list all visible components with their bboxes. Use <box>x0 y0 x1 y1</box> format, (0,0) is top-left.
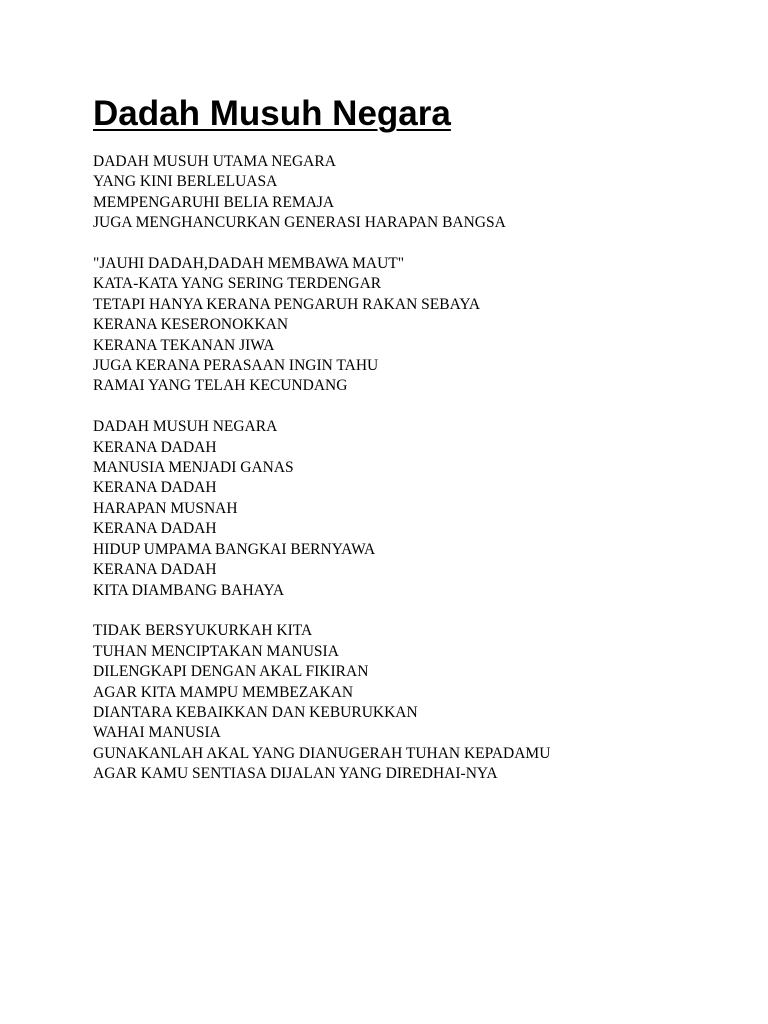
document-title: Dadah Musuh Negara <box>93 94 451 133</box>
poem-line: WAHAI MANUSIA <box>93 724 221 742</box>
poem-line: HIDUP UMPAMA BANGKAI BERNYAWA <box>93 540 376 558</box>
poem-body <box>93 152 733 805</box>
poem-line: TETAPI HANYA KERANA PENGARUH RAKAN SEBAYA <box>93 295 481 313</box>
poem-line: KERANA DADAH <box>93 438 217 456</box>
poem-line: KERANA DADAH <box>93 561 217 579</box>
poem-line: KERANA DADAH <box>93 520 217 538</box>
poem-line: AGAR KAMU SENTIASA DIJALAN YANG DIREDHAI-NYA <box>93 765 498 783</box>
poem-line: YANG KINI BERLELUASA <box>93 173 278 191</box>
poem-line: RAMAI YANG TELAH KECUNDANG <box>93 377 348 395</box>
poem-line: JUGA MENGHANCURKAN GENERASI HARAPAN BANGSA <box>93 214 506 232</box>
poem-line: KITA DIAMBANG BAHAYA <box>93 581 285 599</box>
poem-line: "JAUHI DADAH,DADAH MEMBAWA MAUT" <box>93 255 405 273</box>
poem-line: DADAH MUSUH UTAMA NEGARA <box>93 153 336 170</box>
stanza-1 <box>93 152 733 234</box>
poem-line: DADAH MUSUH NEGARA <box>93 418 278 436</box>
stanza-4 <box>93 621 733 784</box>
poem-line: GUNAKANLAH AKAL YANG DIANUGERAH TUHAN KEPADAMU <box>93 744 551 762</box>
poem-line: DIANTARA KEBAIKKAN DAN KEBURUKKAN <box>93 703 418 721</box>
stanza-3 <box>93 417 733 601</box>
poem-line: KERANA TEKANAN JIWA <box>93 336 275 354</box>
poem-line: KERANA DADAH <box>93 479 217 497</box>
poem-line: MEMPENGARUHI BELIA REMAJA <box>93 193 335 211</box>
poem-line: HARAPAN MUSNAH <box>93 499 238 517</box>
poem-line: MANUSIA MENJADI GANAS <box>93 459 294 477</box>
poem-line: KATA-KATA YANG SERING TERDENGAR <box>93 275 382 293</box>
poem-line: TIDAK BERSYUKURKAH KITA <box>93 622 313 640</box>
stanza-2 <box>93 254 733 397</box>
poem-line: KERANA KESERONOKKAN <box>93 316 289 334</box>
poem-line: AGAR KITA MAMPU MEMBEZAKAN <box>93 683 354 701</box>
poem-line: DILENGKAPI DENGAN AKAL FIKIRAN <box>93 663 369 681</box>
poem-line: JUGA KERANA PERASAAN INGIN TAHU <box>93 357 379 375</box>
poem-line: TUHAN MENCIPTAKAN MANUSIA <box>93 642 339 660</box>
